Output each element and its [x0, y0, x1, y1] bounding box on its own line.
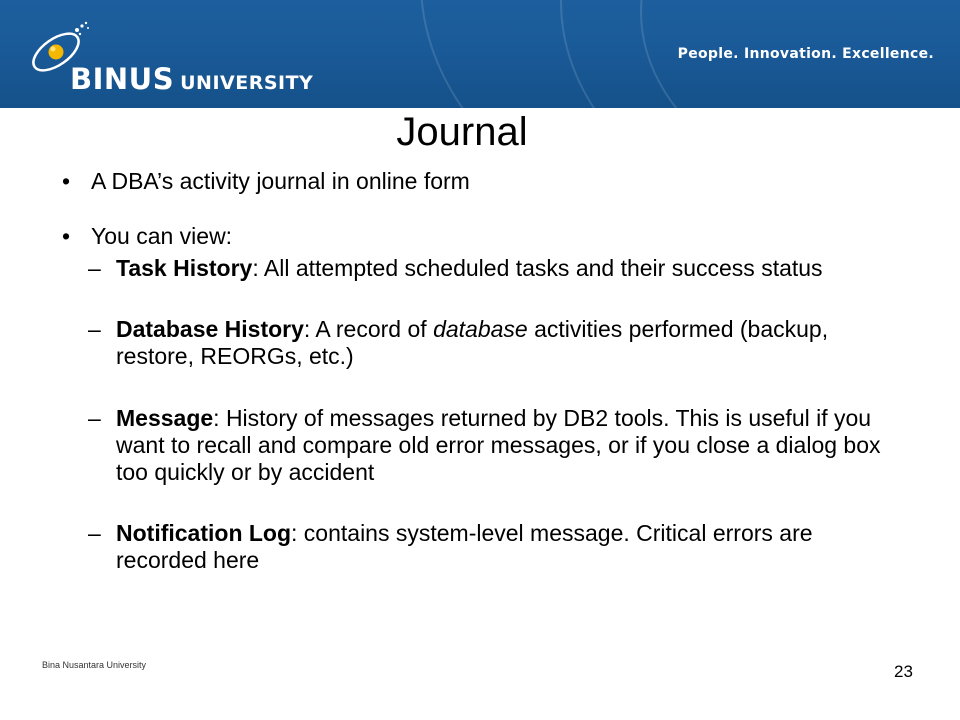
header-banner [0, 0, 960, 108]
slide-title: Journal [396, 110, 528, 154]
term-description: : All attempted scheduled tasks and their success status [252, 255, 823, 281]
term-emphasis: database [433, 316, 528, 342]
logo-subtitle: UNIVERSITY [180, 72, 314, 94]
slide-body [62, 168, 882, 574]
page-number: 23 [894, 662, 913, 681]
bullet-item: • A DBA’s activity journal in online form [62, 168, 882, 195]
sub-item-notification-log [62, 520, 882, 574]
bullet-item: • You can view: [62, 223, 882, 250]
dash-marker: – [88, 405, 101, 431]
term-label: Database History [116, 316, 304, 342]
term-label: Notification Log [116, 520, 292, 546]
sub-item-message [62, 405, 882, 486]
sub-item-database-history [62, 316, 882, 370]
footer-organization: Bina Nusantara University [42, 660, 147, 670]
dash-marker: – [88, 520, 101, 546]
term-description: : A record of [303, 316, 434, 342]
term-label: Message [116, 405, 214, 431]
term-description-cont: activities performed (backup, restore, REORGs, etc.) [116, 316, 829, 369]
term-label: Task History [116, 255, 253, 281]
header-tagline: People. Innovation. Excellence. [677, 46, 934, 62]
binus-logo [22, 14, 314, 96]
dash-marker: – [88, 255, 101, 281]
term-description: : contains system-level message. Critical errors are recorded here [116, 520, 813, 573]
term-description: : History of messages returned by DB2 tools. This is useful if you want to recall and compare old error messages, or if you close a dialog box too quickly or by accident [116, 405, 881, 485]
dash-marker: – [88, 316, 101, 342]
logo-wordmark: BINUS [70, 62, 175, 96]
sub-item-task-history [62, 255, 882, 282]
